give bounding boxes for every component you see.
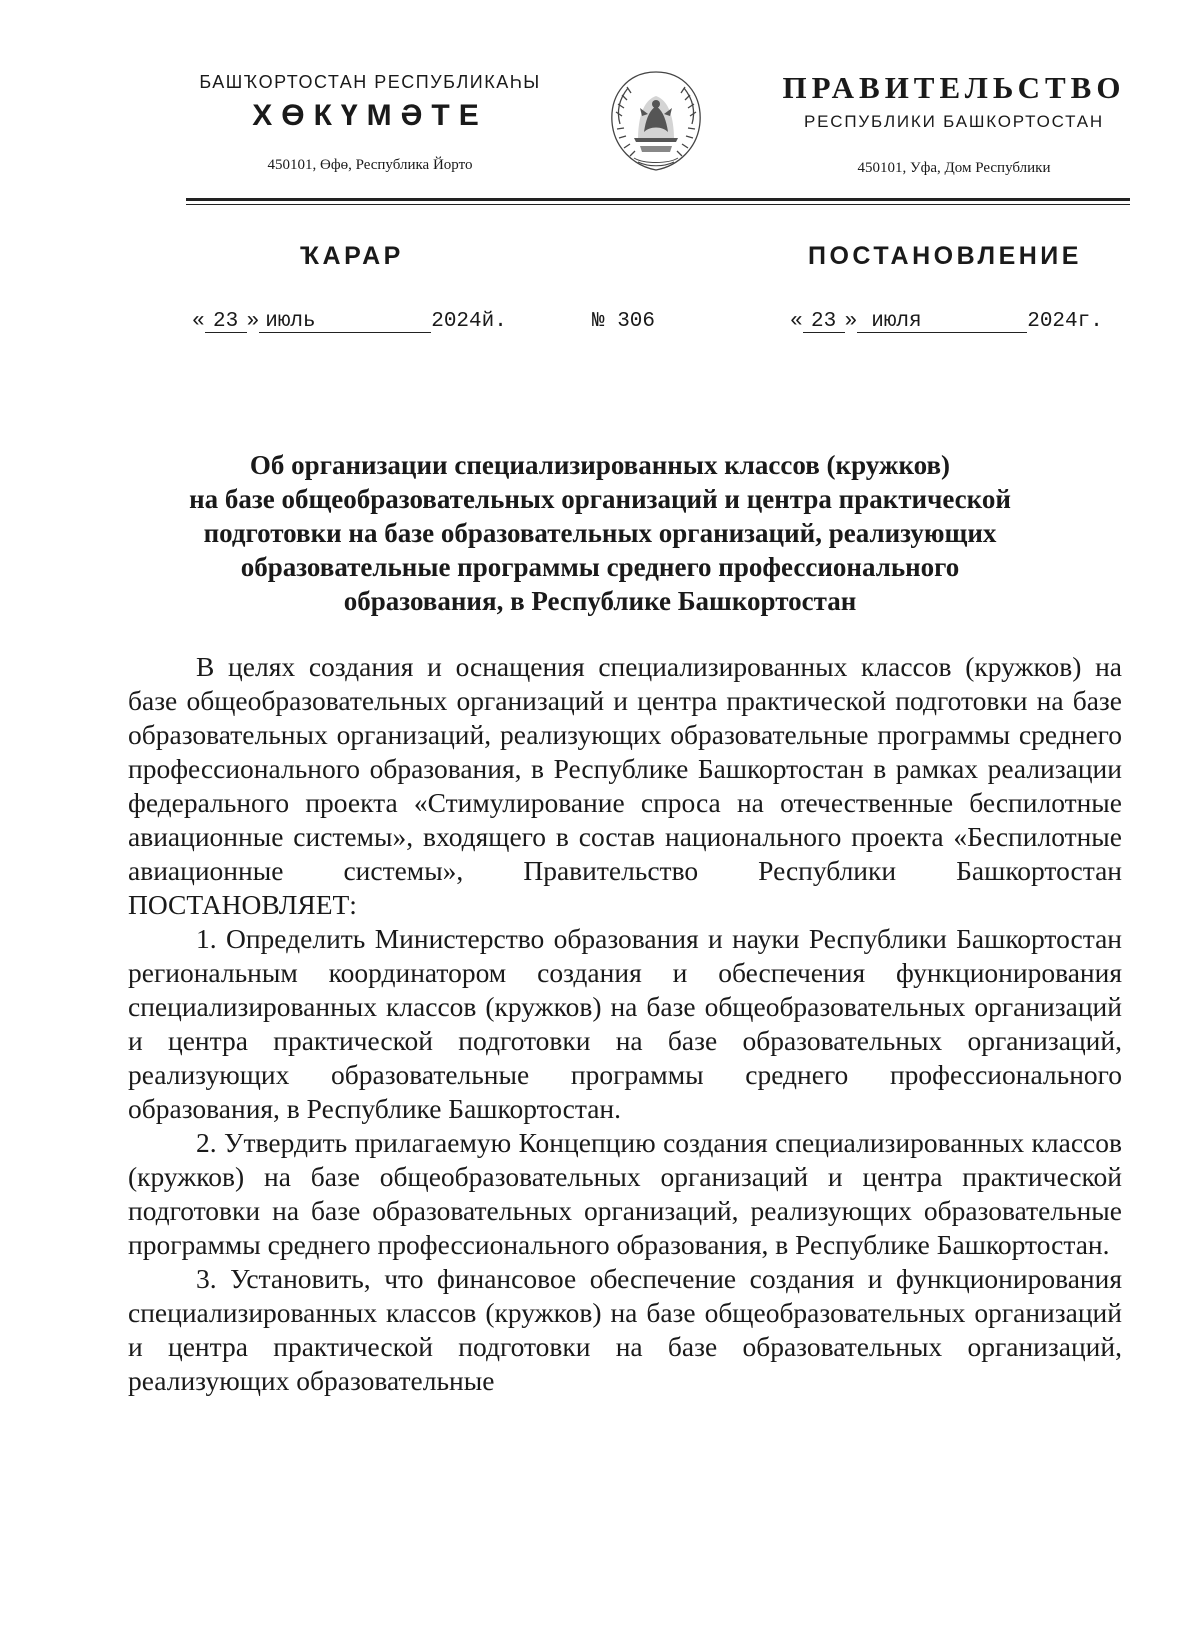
title-line: образования, в Республике Башкортостан	[343, 586, 857, 616]
doc-kind-bashkir: ҠАРАР	[300, 242, 404, 270]
date-bashkir-close-quote: »	[246, 310, 260, 333]
date-bashkir-year: 2024й.	[431, 310, 507, 333]
letterhead-russian-government: ПРАВИТЕЛЬСТВО	[782, 70, 1126, 105]
date-russian-month: июля	[857, 312, 1027, 333]
title-line: на базе общеобразовательных организаций и центра практической	[189, 484, 1011, 514]
body-paragraph-1: 1. Определить Министерство образования и науки Республики Башкортостан региональным координатором создания и обеспечения функционирования специализированных классов (кружков) на базе общеобразовательных организаций и центра практической подготовки на базе образовательных организаций, реализующих образовательные программы среднего профессионального образования, в Республике Башкортостан.	[128, 923, 1122, 1124]
date-russian-day: 23	[803, 312, 845, 333]
date-russian-open-quote: «	[790, 310, 803, 333]
header-divider-thin	[186, 204, 1130, 205]
document-number: № 306	[592, 310, 656, 333]
document-title	[150, 448, 1050, 618]
letterhead-bashkir-republic: БАШҠОРТОСТАН РЕСПУБЛИКАҺЫ	[199, 72, 541, 92]
title-line: Об организации специализированных классов (кружков)	[249, 450, 951, 480]
body-paragraph-preamble: В целях создания и оснащения специализированных классов (кружков) на базе общеобразовательных организаций и центра практической подготовки на базе образовательных организаций, реализующих образовательные программы среднего профессионального образования, в Республике Башкортостан в рамках реализации федерального проекта «Стимулирование спроса на отечественные беспилотные авиационные системы», входящего в состав национального проекта «Беспилотные авиационные системы», Правительство Республики Башкортостан ПОСТАНОВЛЯЕТ:	[128, 651, 1122, 920]
header-divider-thick	[186, 198, 1130, 201]
body-paragraph-3: 3. Установить, что финансовое обеспечение создания и функционирования специализированных классов (кружков) на базе общеобразовательных организаций и центра практической подготовки на базе образовательных организаций, реализующих образовательные	[128, 1263, 1122, 1396]
date-bashkir	[192, 310, 507, 333]
doc-kind-russian: ПОСТАНОВЛЕНИЕ	[808, 242, 1082, 270]
date-russian-year: 2024г.	[1027, 310, 1103, 333]
date-bashkir-month: июль	[259, 312, 431, 333]
letterhead-bashkir-address: 450101, Өфө, Республика Йорто	[267, 157, 473, 173]
letterhead-bashkir	[180, 72, 560, 174]
coat-of-arms-icon	[604, 66, 708, 176]
date-bashkir-open-quote: «	[192, 310, 205, 333]
letterhead-bashkir-government: ХӨКҮМӘТЕ	[252, 99, 488, 132]
letterhead-russian-republic: РЕСПУБЛИКИ БАШКОРТОСТАН	[804, 112, 1104, 131]
title-line: подготовки на базе образовательных организаций, реализующих	[203, 518, 997, 548]
document-body	[128, 650, 1122, 1398]
letterhead-russian-address: 450101, Уфа, Дом Республики	[857, 160, 1051, 176]
body-paragraph-2: 2. Утвердить прилагаемую Концепцию создания специализированных классов (кружков) на базе общеобразовательных организаций и центра практической подготовки на базе образовательных организаций, реализующих образовательные программы среднего профессионального образования, в Республике Башкортостан.	[128, 1127, 1122, 1260]
letterhead-russian	[778, 70, 1130, 177]
date-russian	[790, 310, 1103, 333]
date-russian-close-quote: »	[844, 310, 858, 333]
title-line: образовательные программы среднего профессионального	[240, 552, 960, 582]
date-bashkir-day: 23	[205, 312, 247, 333]
